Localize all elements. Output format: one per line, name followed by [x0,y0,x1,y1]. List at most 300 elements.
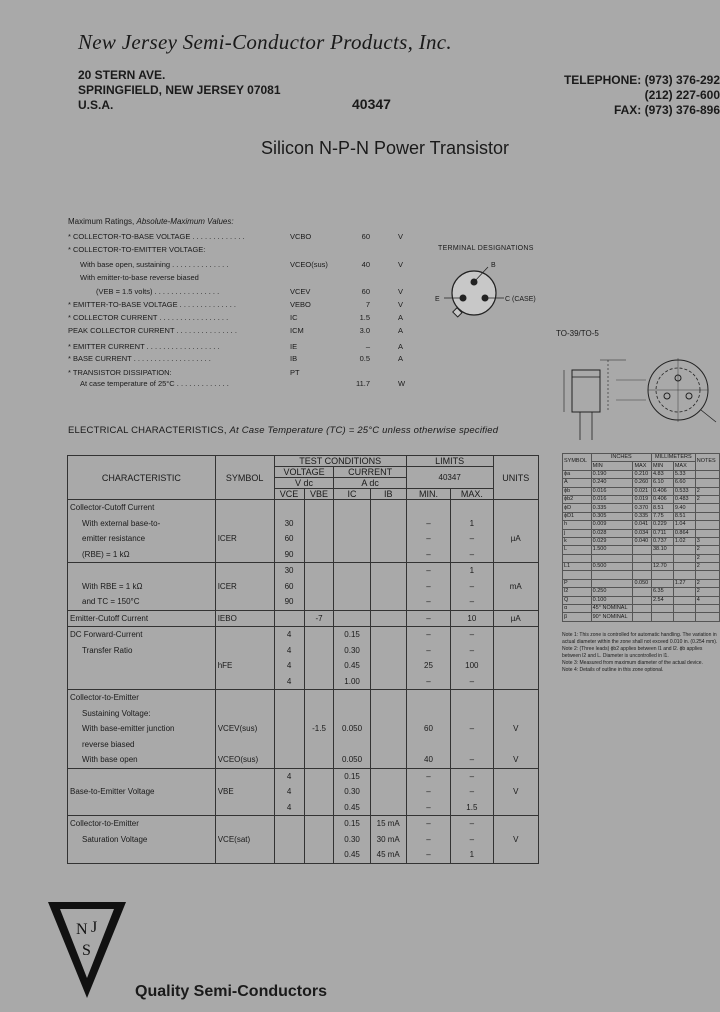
cell-line [373,721,404,737]
rating-unit: V [398,260,404,269]
cell-line [70,658,213,674]
cell-line: 60 [424,724,433,733]
cell-vbe [304,627,334,690]
dim-cell: 0.028 [591,529,633,537]
cell-line: 30 [284,518,294,528]
title-text: Silicon N-P-N Power Transistor [260,138,510,158]
cell-line [373,690,404,706]
dim-cell [695,512,719,520]
cell-line [373,627,404,643]
cell-max [451,816,493,864]
cell-char [68,690,216,769]
cell-line: 0.15 [344,771,360,781]
cell-unit [493,500,538,563]
dim-row [563,579,720,587]
cell-line [307,594,332,610]
cell-line: 1 [469,850,475,859]
table-row [68,627,539,690]
rating-value: 60 [361,287,370,296]
dim-cell [695,529,719,537]
cell-line [496,516,536,532]
dim-cell [695,605,719,613]
dim-cell [633,571,652,579]
cell-unit [493,610,538,627]
dim-cell: 0.864 [673,529,695,537]
rating-label: * COLLECTOR CURRENT . . . . . . . . . . . . . . . . . [68,313,229,322]
cell-line [496,500,536,516]
dim-cell [695,613,719,621]
dim-cell: ϕD1 [563,512,592,520]
notes-block [562,632,720,674]
cell-ic [334,563,370,611]
cell-line [218,643,272,659]
logo-letter-j: J [91,919,98,936]
dim-cell: 2 [695,495,719,503]
dim-cell [651,554,673,562]
cell-line [373,674,404,690]
cell-line [218,674,272,690]
terminal-b-label: B [491,262,496,269]
cell-line: – [426,834,431,844]
cell-line: – [469,834,475,844]
cell-line: 60 [284,581,294,591]
dim-cell [695,504,719,512]
cell-line [373,547,404,563]
dim-cell [633,596,652,604]
cell-line [373,579,404,595]
cell-line [218,563,272,579]
dim-cell: P [563,579,592,587]
col-ic: IC [334,489,370,500]
rating-value: 3.0 [359,326,370,335]
dim-cell [563,571,592,579]
dim-cell: L1 [563,563,592,571]
cell-ib [370,768,406,816]
cell-ib [370,500,406,563]
cell-line: 1 [469,518,475,528]
col-vbe: VBE [304,489,334,500]
cell-line [336,579,367,595]
dim-row [563,605,720,613]
dim-cell [695,479,719,487]
cell-line: – [426,630,431,639]
cell-line [496,816,536,832]
dim-row [563,546,720,554]
cell-line: 40 [424,755,433,764]
cell-line [307,563,332,579]
cell-line: VCEV(sus) [217,724,258,733]
cell-line [409,500,448,516]
cell-line [277,500,302,516]
cell-line: – [426,581,431,591]
dim-cell [673,546,695,554]
col-ib: IB [370,489,406,500]
rating-label: * EMITTER CURRENT . . . . . . . . . . . . . . . . . . [68,342,220,351]
cell-line: – [426,787,431,796]
dim-sub-max: MAX [673,462,695,470]
dim-cell: 0.100 [591,596,633,604]
cell-line: Saturation Voltage [82,834,148,844]
address-line: U.S.A. [78,98,114,112]
company-name: New Jersey Semi-Conductor Products, Inc. [78,30,452,54]
rating-label: * COLLECTOR-TO-EMITTER VOLTAGE: [68,245,206,254]
cell-line: 0.15 [344,819,360,828]
cell-line [307,784,332,800]
cell-line [70,563,213,579]
cell-line: – [426,549,431,559]
dim-cell: 6.35 [651,588,673,596]
cell-line [496,706,536,722]
cell-line: 15 mA [376,819,400,828]
terminal-heading: TERMINAL DESIGNATIONS [438,245,534,252]
cell-line: -1.5 [312,724,326,733]
dim-cell: 0.335 [591,504,633,512]
cell-line [373,752,404,768]
dim-cell [651,605,673,613]
cell-line: VBE [217,787,234,796]
table-row [68,768,539,816]
cell-line: 4 [286,771,292,781]
rating-value: 60 [361,232,370,241]
cell-line: µA [510,534,521,543]
package-label: TO-39/TO-5 [556,329,599,338]
dim-cell: 5.33 [673,470,695,478]
col-current: CURRENT [334,467,406,478]
cell-line: 1.5 [466,802,478,812]
cell-line [307,516,332,532]
cell-line: – [426,771,431,781]
dim-cell: 0.711 [651,529,673,537]
dim-cell: 0.021 [633,487,652,495]
cell-line: 60 [284,534,294,543]
cell-line [336,594,367,610]
cell-line [277,611,302,627]
dim-cell: 4 [695,596,719,604]
cell-line [307,658,332,674]
dim-cell: 2 [695,588,719,596]
cell-line: VCE(sat) [217,834,251,844]
dim-cell: 0.260 [633,479,652,487]
dim-cell [673,554,695,562]
dim-cell: ϕa [563,470,592,478]
col-characteristic: CHARACTERISTIC [68,456,216,500]
rating-unit: A [398,313,404,322]
col-voltage: VOLTAGE [274,467,334,478]
dim-cell [633,546,652,554]
cell-line [277,847,302,863]
cell-line: Collector-to-Emitter [70,819,139,828]
cell-line [373,611,404,627]
cell-min [406,627,450,690]
cell-sym [215,690,274,769]
cell-line: V [513,787,519,796]
cell-line [307,531,332,547]
dim-cell: 1.04 [673,521,695,529]
dim-cell: 0.240 [591,479,633,487]
cell-line: – [469,534,475,543]
dim-cell: 0.016 [591,495,633,503]
rating-label: PEAK COLLECTOR CURRENT . . . . . . . . . . . . . . . [68,326,237,335]
cell-line: 0.30 [344,834,360,844]
cell-ib [370,690,406,769]
dim-cell: 0.370 [633,504,652,512]
cell-line: 90 [284,549,294,559]
dim-cell: k [563,537,592,545]
cell-line: – [469,724,475,733]
dim-cell: ϕb [563,487,592,495]
terminal-c-label: C (CASE) [505,296,536,303]
cell-line: DC Forward-Current [70,630,143,639]
dimensions-table-wrapper [562,453,720,622]
cell-line: – [469,581,475,591]
address-line: 20 STERN AVE. [78,68,166,82]
cell-line: Collector-Cutoff Current [70,503,155,512]
footer-tagline: Quality Semi-Conductors [135,983,328,1000]
cell-line [307,643,332,659]
dim-sub-max: MAX [633,462,652,470]
dim-cell: 2 [695,487,719,495]
cell-line [218,500,272,516]
cell-line [218,547,272,563]
note-item: Note 4: Details of outline in this zone optional. [562,667,664,673]
dim-cell [633,613,652,621]
cell-vbe [304,610,334,627]
cell-line [496,690,536,706]
dim-cell: 0.034 [633,529,652,537]
dim-cell: 0.500 [591,563,633,571]
rating-symbol: ICM [290,326,304,335]
cell-line [496,547,536,563]
dim-cell: 0.229 [651,521,673,529]
dim-row [563,521,720,529]
note-item: Note 3: Measured from maximum diameter of the actual device. [562,660,703,666]
cell-line [336,706,367,722]
dim-cell: 0.250 [591,588,633,596]
dim-cell [673,588,695,596]
col-part: 40347 [406,467,493,489]
dim-cell: j [563,529,592,537]
cell-ib [370,627,406,690]
cell-line [336,690,367,706]
rating-label: With base open, sustaining . . . . . . . . . . . . . . [80,260,229,269]
cell-line [496,563,536,579]
rating-value: 7 [365,300,370,309]
dim-col-inches: INCHES [591,454,651,462]
dim-cell: 0.483 [673,495,695,503]
cell-line: µA [510,613,521,623]
cell-line: 30 mA [376,834,400,844]
dim-cell: 2 [695,563,719,571]
rating-label: * TRANSISTOR DISSIPATION: [68,368,172,377]
cell-line [277,832,302,848]
dim-row [563,588,720,596]
col-units: UNITS [493,456,538,500]
cell-line [70,800,213,816]
cell-line [277,690,302,706]
dim-cell: 0.533 [673,487,695,495]
cell-line [336,737,367,753]
cell-line [373,643,404,659]
dim-cell: 2.54 [651,596,673,604]
max-ratings-heading-italic: Absolute-Maximum Values: [136,217,234,226]
cell-line [307,816,332,832]
cell-line [373,594,404,610]
dim-cell: 1.27 [673,579,695,587]
cell-line: 4 [286,630,292,639]
dim-row [563,479,720,487]
cell-line: Emitter-Cutoff Current [70,613,149,623]
col-symbol: SYMBOL [215,456,274,500]
cell-sym [215,768,274,816]
cell-line [70,847,213,863]
cell-line: – [469,787,475,796]
dimensions-table [562,453,720,622]
dim-cell: 0.019 [633,495,652,503]
cell-line: – [426,676,431,686]
cell-line: Base-to-Emitter Voltage [70,787,155,796]
rating-symbol: IE [290,342,298,351]
cell-line [373,784,404,800]
cell-line [307,800,332,816]
rating-unit: V [398,287,404,296]
cell-line [70,769,213,785]
dim-cell [695,521,719,529]
rating-label: * BASE CURRENT . . . . . . . . . . . . . . . . . . . [68,354,211,363]
cell-line [496,594,536,610]
dim-cell: β [563,613,592,621]
rating-label: (VEB = 1.5 volts) . . . . . . . . . . . . . . . . [96,287,220,296]
dim-cell: 0.737 [651,537,673,545]
col-adc: A dc [334,478,406,489]
cell-line: – [426,566,431,575]
cell-line: – [426,613,431,623]
cell-vbe [304,690,334,769]
cell-line [409,690,448,706]
rating-symbol: IB [290,354,298,363]
cell-line: With RBE = 1 kΩ [82,581,143,591]
cell-vce [274,768,304,816]
cell-ic [334,627,370,690]
cell-ic [334,816,370,864]
cell-vbe [304,816,334,864]
cell-line [409,706,448,722]
cell-char [68,627,216,690]
cell-line: – [469,645,475,655]
cell-min [406,816,450,864]
dim-cell: 4.83 [651,470,673,478]
cell-min [406,690,450,769]
cell-line [218,847,272,863]
dim-cell [633,605,652,613]
cell-ic [334,768,370,816]
dim-cell: 0.016 [591,487,633,495]
cell-line: ICER [217,581,237,591]
cell-line [496,847,536,863]
electrical-heading-italic: At Case Temperature (TC) = 25°C unless otherwise specified [229,425,499,436]
cell-line [336,516,367,532]
cell-ib [370,563,406,611]
cell-line: – [469,549,475,559]
col-max: MAX. [451,489,493,500]
dim-cell: 0.406 [651,495,673,503]
dim-cell: 2 [695,546,719,554]
rating-unit: A [398,326,404,335]
cell-line: With base open [82,755,138,764]
rating-symbol: VCBO [290,232,312,241]
dim-cell: 0.210 [633,470,652,478]
cell-char [68,768,216,816]
dim-cell: 6.10 [651,479,673,487]
cell-line: V [513,755,519,764]
cell-line: 10 [467,613,477,623]
cell-line [336,563,367,579]
cell-line [218,737,272,753]
logo-letter-n: N [76,921,88,938]
cell-line [218,516,272,532]
dim-cell [633,588,652,596]
cell-line [496,643,536,659]
max-ratings-heading-text: Maximum Ratings, [68,217,135,226]
cell-line: 4 [286,802,292,812]
col-limits: LIMITS [406,456,493,467]
cell-line [307,706,332,722]
note-item: Note 2: (Three leads) ϕb2 applies between l1 and l2. ϕb applies between l2 and L. Diameter is uncontrolled in l1. [562,646,703,659]
rating-unit: W [398,379,406,388]
cell-line: – [426,802,431,812]
cell-line: 0.45 [344,850,360,859]
cell-line [496,674,536,690]
cell-line: – [469,597,475,606]
cell-line [277,816,302,832]
dim-cell: 0.040 [633,537,652,545]
cell-line [336,611,367,627]
rating-label: With emitter-to-base reverse biased [80,273,199,282]
rating-symbol: PT [290,368,300,377]
dim-row [563,537,720,545]
dim-cell: 0.041 [633,521,652,529]
rating-unit: A [398,354,404,363]
cell-line: emitter resistance [82,534,146,543]
cell-line [496,800,536,816]
dim-cell: ϕb2 [563,495,592,503]
cell-line: 0.30 [344,645,360,655]
dim-sub-min: MIN [591,462,633,470]
col-vdc: V dc [274,478,334,489]
cell-char [68,563,216,611]
cell-char [68,500,216,563]
cell-line [218,706,272,722]
dim-row [563,613,720,621]
rating-unit: V [398,300,404,309]
cell-line: – [469,755,475,764]
cell-line [453,500,490,516]
dim-cell: 0.050 [633,579,652,587]
cell-line: mA [509,581,522,591]
dim-cell: 12.70 [651,563,673,571]
cell-unit [493,768,538,816]
dim-cell: 0.305 [591,512,633,520]
cell-line [373,500,404,516]
cell-line: – [426,850,431,859]
cell-line: With external base-to- [82,518,161,528]
dim-cell: l2 [563,588,592,596]
cell-line: Sustaining Voltage: [82,708,151,718]
dim-cell: 0.009 [591,521,633,529]
col-test-conditions: TEST CONDITIONS [274,456,406,467]
cell-line: 90 [284,597,294,606]
rating-symbol: VCEV [290,287,311,296]
cell-line [307,547,332,563]
